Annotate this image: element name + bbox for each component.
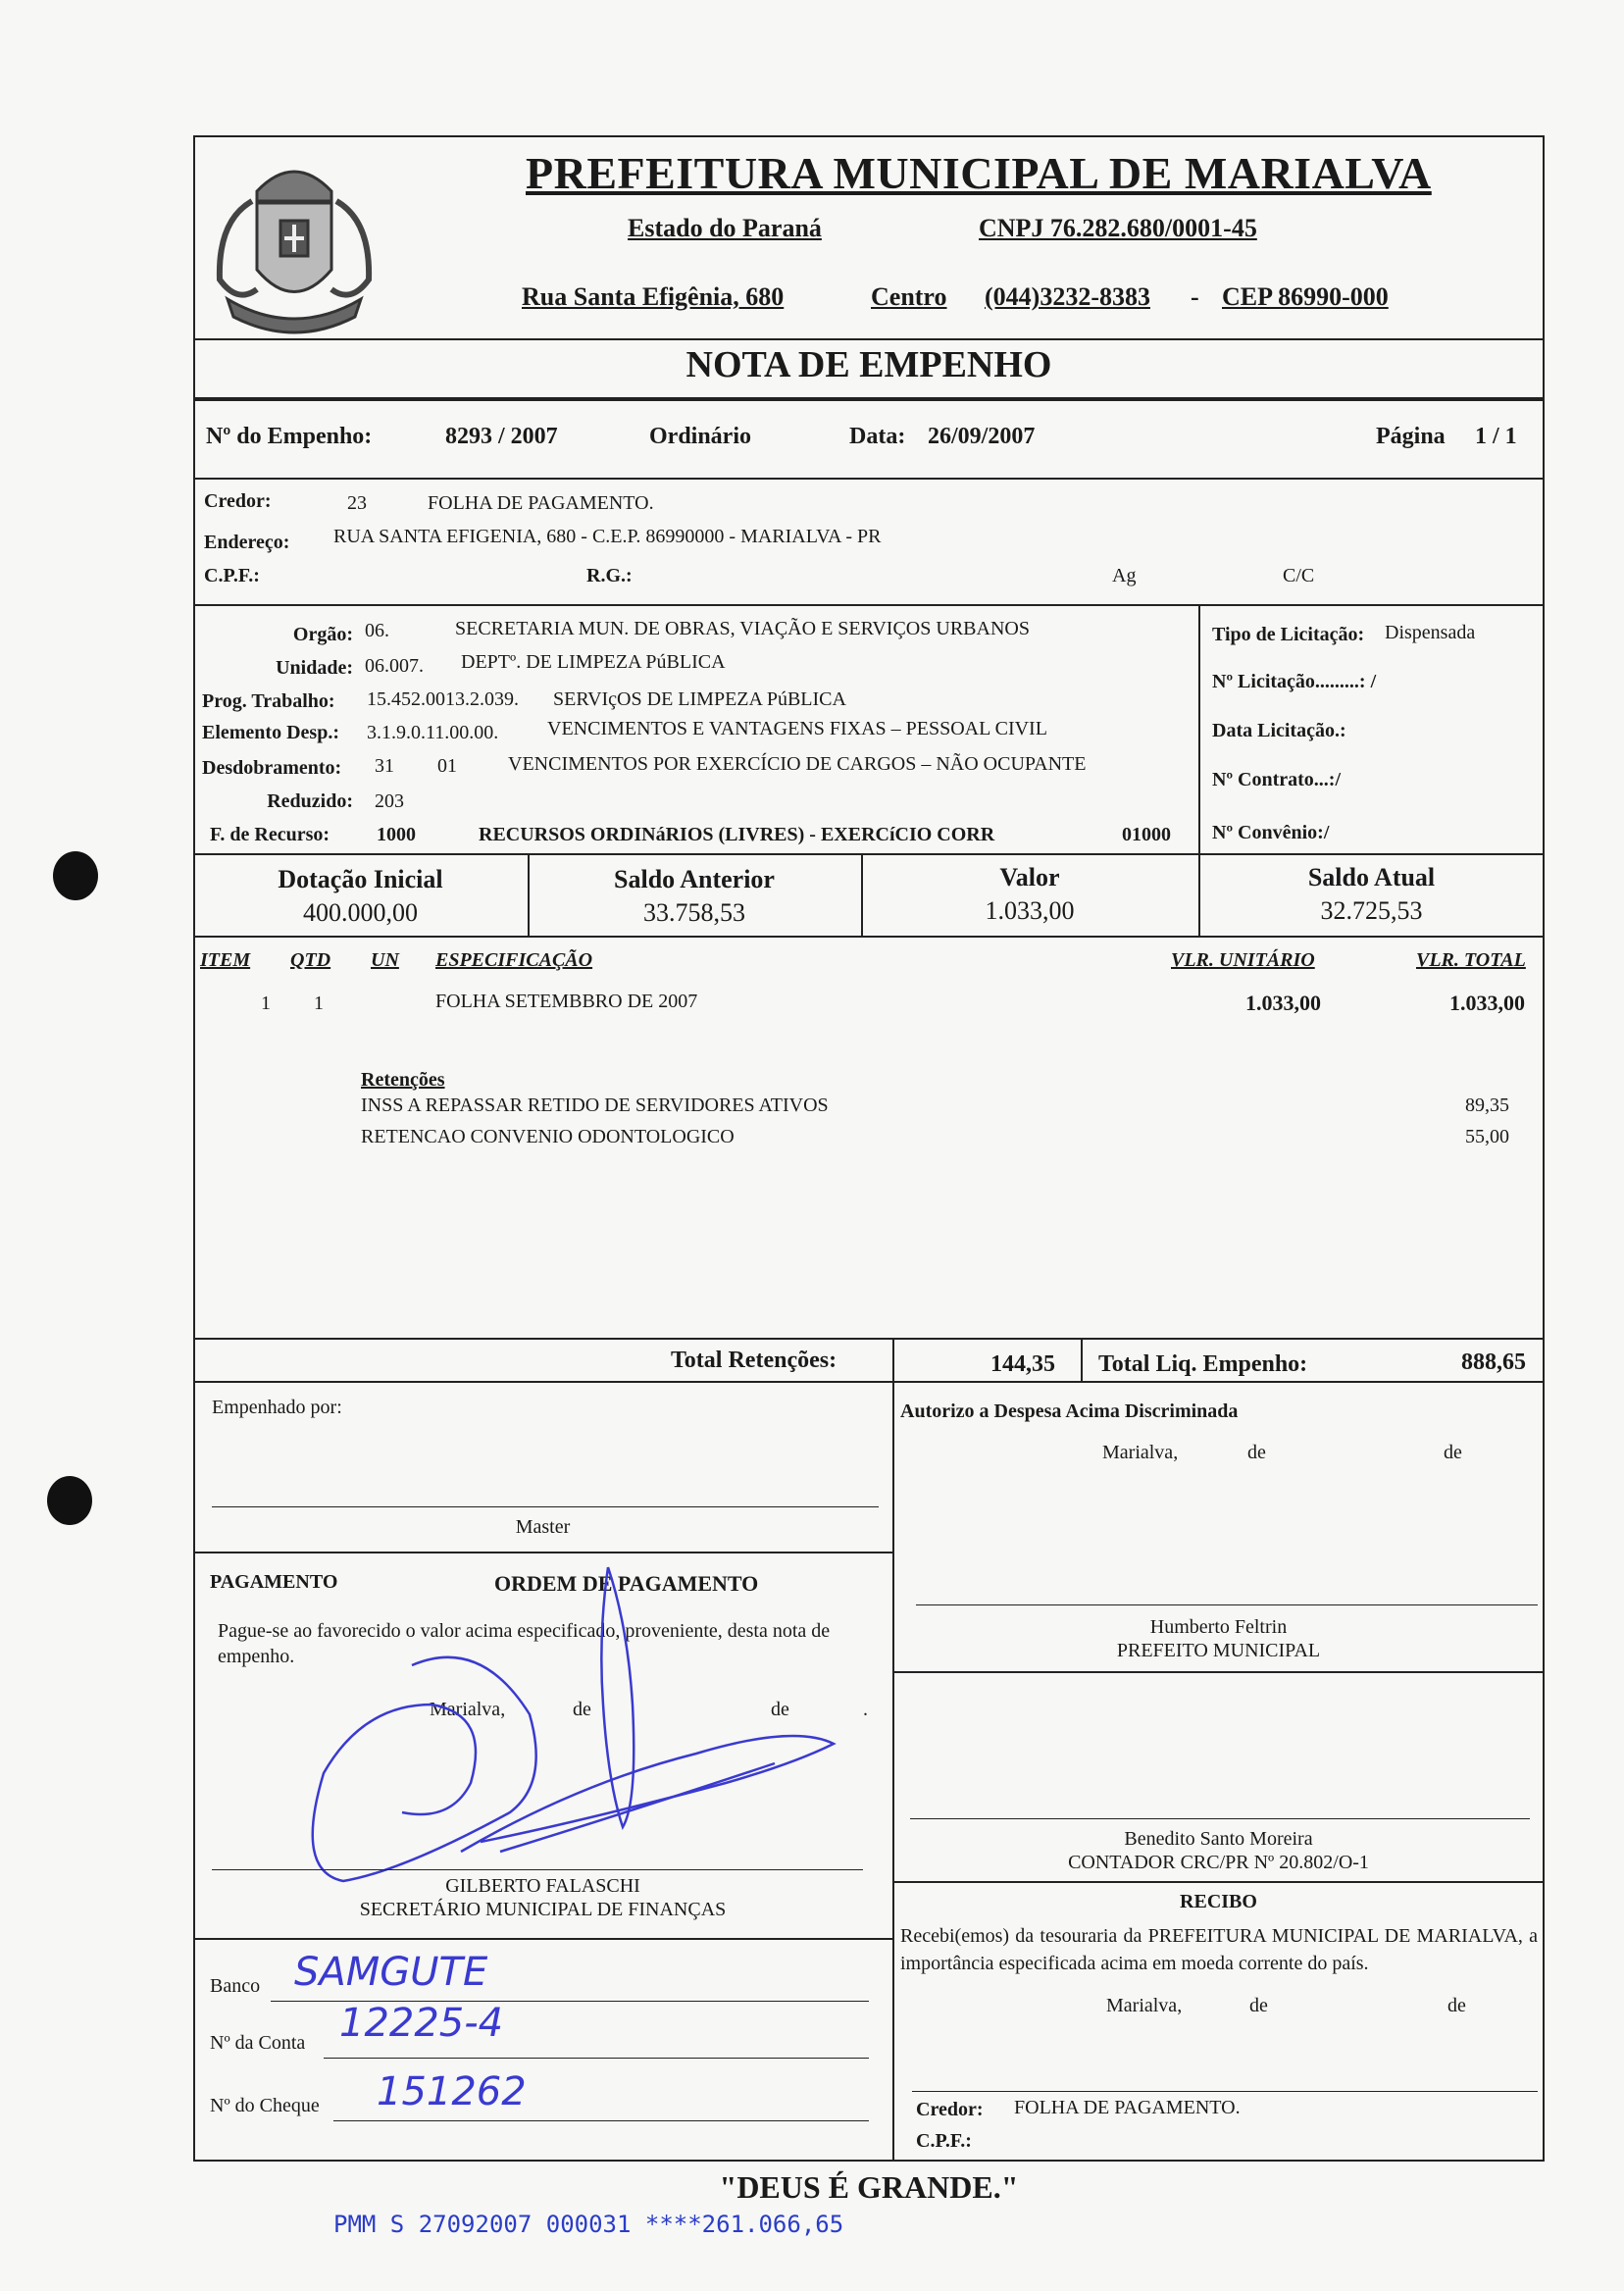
desdobramento-code: 31 <box>375 755 394 777</box>
retencao-desc: RETENCAO CONVENIO ODONTOLOGICO <box>361 1126 735 1147</box>
recibo-credor-value: FOLHA DE PAGAMENTO. <box>1014 2097 1241 2118</box>
contador-name: Benedito Santo Moreira <box>1124 1828 1313 1850</box>
reduzido-value: 203 <box>375 790 404 812</box>
document-title: NOTA DE EMPENHO <box>685 344 1052 385</box>
marialva-date-label: Marialva, <box>430 1699 506 1720</box>
saldo-anterior-value: 33.758,53 <box>643 898 745 927</box>
contador-role: CONTADOR CRC/PR Nº 20.802/O-1 <box>1068 1852 1369 1873</box>
rg-label: R.G.: <box>586 565 633 586</box>
credor-code: 23 <box>347 492 367 514</box>
col-vlr-total: VLR. TOTAL <box>1416 949 1526 971</box>
recurso-label: F. de Recurso: <box>210 824 330 845</box>
divider <box>193 1381 1545 1383</box>
recurso-code2: 01000 <box>1122 824 1171 845</box>
unidade-label: Unidade: <box>276 657 353 679</box>
punch-hole-top <box>53 851 98 900</box>
desdobramento-desc: VENCIMENTOS POR EXERCÍCIO DE CARGOS – NÃO OCUPANTE <box>508 753 1087 775</box>
banco-label: Banco <box>210 1975 261 1997</box>
divider <box>912 2091 1538 2092</box>
divider <box>333 2120 869 2121</box>
item-total-value: 1.033,00 <box>1449 991 1525 1015</box>
prog-desc: SERVIçOS DE LIMPEZA PúBLICA <box>553 688 846 710</box>
cheque-label: Nº do Cheque <box>210 2095 320 2116</box>
date-de-1: de <box>1249 1995 1268 2016</box>
retencoes-title: Retenções <box>361 1069 445 1091</box>
item-spec: FOLHA SETEMBBRO DE 2007 <box>435 991 698 1012</box>
saldo-atual-value: 32.725,53 <box>1320 896 1423 925</box>
valor-value: 1.033,00 <box>985 896 1075 925</box>
total-retencoes-label: Total Retenções: <box>671 1348 837 1373</box>
credor-name: FOLHA DE PAGAMENTO. <box>428 492 654 514</box>
valor-label: Valor <box>999 863 1060 891</box>
elemento-label: Elemento Desp.: <box>202 722 339 743</box>
phone: (044)3232-8383 <box>985 282 1150 311</box>
divider <box>892 1671 1545 1673</box>
empenho-label: Nº do Empenho: <box>206 424 373 449</box>
recibo-credor-label: Credor: <box>916 2099 984 2120</box>
orgao-label: Orgão: <box>292 624 353 645</box>
cnpj: CNPJ 76.282.680/0001-45 <box>979 214 1257 242</box>
divider <box>193 604 1545 606</box>
cep: CEP 86990-000 <box>1222 282 1389 311</box>
divider <box>212 1869 863 1870</box>
autorizo-label: Autorizo a Despesa Acima Discriminada <box>900 1400 1239 1422</box>
divider <box>1198 604 1200 853</box>
prog-label: Prog. Trabalho: <box>202 690 335 712</box>
conta-label: Nº da Conta <box>210 2032 306 2054</box>
retencao-desc: INSS A REPASSAR RETIDO DE SERVIDORES ATIVOS <box>361 1095 829 1116</box>
divider <box>193 397 1545 401</box>
col-vlr-unitario: VLR. UNITÁRIO <box>1171 949 1315 971</box>
district: Centro <box>871 282 947 311</box>
banco-value: SAMGUTE <box>294 1950 488 1995</box>
date-dot: . <box>863 1699 868 1720</box>
credor-label: Credor: <box>204 490 272 512</box>
master-label: Master <box>515 1516 571 1538</box>
punch-hole-bottom <box>47 1476 92 1525</box>
marialva-date-label: Marialva, <box>1106 1995 1183 2016</box>
desdobramento-sub: 01 <box>437 755 457 777</box>
endereco-value: RUA SANTA EFIGENIA, 680 - C.E.P. 86990000 - MARIALVA - PR <box>333 526 882 547</box>
date-value: 26/09/2007 <box>928 424 1036 449</box>
col-item: ITEM <box>200 949 251 971</box>
divider <box>193 853 1545 855</box>
divider <box>892 1338 894 1381</box>
divider <box>193 1338 1545 1340</box>
secretario-role: SECRETÁRIO MUNICIPAL DE FINANÇAS <box>359 1899 727 1920</box>
retencao-value: 55,00 <box>1465 1126 1509 1147</box>
data-licitacao: Data Licitação.: <box>1212 720 1346 741</box>
address: Rua Santa Efigênia, 680 <box>522 282 785 311</box>
orgao-code: 06. <box>365 620 389 641</box>
marialva-coat-of-arms-logo <box>198 142 390 338</box>
pague-text: Pague-se ao favorecido o valor acima especificado, proveniente, desta nota de empenho. <box>218 1620 831 1667</box>
date-label: Data: <box>849 424 906 449</box>
bank-stamp: PMM S 27092007 000031 ****261.066,65 <box>333 2211 844 2238</box>
total-liquido-label: Total Liq. Empenho: <box>1098 1351 1308 1377</box>
divider <box>910 1818 1530 1819</box>
recibo-cpf-label: C.P.F.: <box>916 2130 972 2152</box>
divider <box>193 1938 892 1940</box>
pagamento-title: PAGAMENTO <box>210 1571 338 1593</box>
elemento-code: 3.1.9.0.11.00.00. <box>367 722 499 743</box>
saldo-anterior-label: Saldo Anterior <box>614 865 775 893</box>
col-un: UN <box>371 949 399 971</box>
empenho-type: Ordinário <box>649 424 752 449</box>
empenhado-por-label: Empenhado por: <box>212 1397 342 1418</box>
col-especificacao: ESPECIFICAÇÃO <box>435 949 593 971</box>
divider <box>892 1381 894 2162</box>
recibo-text: Recebi(emos) da tesouraria da PREFEITURA MUNICIPAL DE MARIALVA, a importância especificada acima em moeda corrente do país. <box>900 1925 1538 1974</box>
col-qtd: QTD <box>290 949 331 971</box>
conta-value: 12225-4 <box>339 2001 504 2046</box>
secretario-name: GILBERTO FALASCHI <box>445 1875 640 1897</box>
empenho-number: 8293 / 2007 <box>445 424 558 449</box>
page-title: PREFEITURA MUNICIPAL DE MARIALVA <box>526 148 1432 198</box>
divider <box>212 1506 879 1507</box>
date-de-2: de <box>771 1699 789 1720</box>
page-number: 1 / 1 <box>1475 424 1517 449</box>
num-licitacao: Nº Licitação.........: / <box>1212 671 1377 692</box>
num-convenio: Nº Convênio:/ <box>1212 822 1330 843</box>
date-de-2: de <box>1447 1995 1466 2016</box>
desdobramento-label: Desdobramento: <box>202 757 342 779</box>
total-liquido-value: 888,65 <box>1461 1349 1526 1375</box>
ag-label: Ag <box>1112 565 1137 586</box>
cheque-value: 151262 <box>377 2069 527 2114</box>
item-number: 1 <box>261 993 271 1014</box>
num-contrato: Nº Contrato...:/ <box>1212 769 1342 790</box>
retencao-value: 89,35 <box>1465 1095 1509 1116</box>
reduzido-label: Reduzido: <box>267 790 353 812</box>
endereco-label: Endereço: <box>204 532 290 553</box>
page-label: Página <box>1376 424 1446 449</box>
divider <box>193 478 1545 480</box>
unidade-code: 06.007. <box>365 655 424 677</box>
cpf-label: C.P.F.: <box>204 565 260 586</box>
tipo-licitacao-label: Tipo de Licitação: <box>1212 624 1365 645</box>
unidade-desc: DEPTº. DE LIMPEZA PúBLICA <box>461 651 726 673</box>
footer-motto: "DEUS É GRANDE." <box>719 2169 1019 2205</box>
orgao-desc: SECRETARIA MUN. DE OBRAS, VIAÇÃO E SERVIÇOS URBANOS <box>455 618 1030 639</box>
date-de-1: de <box>573 1699 591 1720</box>
tipo-licitacao-value: Dispensada <box>1385 622 1476 643</box>
item-unit-value: 1.033,00 <box>1245 991 1321 1015</box>
divider <box>1081 1338 1083 1381</box>
dotacao-value: 400.000,00 <box>303 898 418 927</box>
prog-code: 15.452.0013.2.039. <box>367 688 519 710</box>
prefeito-name: Humberto Feltrin <box>1149 1616 1288 1638</box>
separator: - <box>1191 282 1199 311</box>
state-name: Estado do Paraná <box>628 214 822 242</box>
ordem-pagamento-title: ORDEM DE PAGAMENTO <box>494 1571 759 1596</box>
saldo-atual-label: Saldo Atual <box>1307 863 1436 891</box>
divider <box>892 1881 1545 1883</box>
divider <box>916 1604 1538 1605</box>
elemento-desc: VENCIMENTOS E VANTAGENS FIXAS – PESSOAL CIVIL <box>547 718 1047 739</box>
total-retencoes-value: 144,35 <box>990 1351 1055 1377</box>
recurso-desc: RECURSOS ORDINáRIOS (LIVRES) - EXERCíCIO CORR <box>479 824 995 845</box>
dotacao-label: Dotação Inicial <box>278 865 443 893</box>
prefeito-role: PREFEITO MUNICIPAL <box>1116 1640 1321 1661</box>
divider <box>193 936 1545 938</box>
recibo-title: RECIBO <box>1180 1891 1257 1912</box>
marialva-date-label: Marialva, <box>1102 1442 1179 1463</box>
cc-label: C/C <box>1283 565 1315 586</box>
divider <box>193 338 1545 340</box>
divider <box>193 1552 892 1553</box>
item-qtd: 1 <box>314 993 324 1014</box>
date-de-2: de <box>1444 1442 1462 1463</box>
divider <box>324 2058 869 2059</box>
date-de-1: de <box>1247 1442 1266 1463</box>
recurso-code: 1000 <box>377 824 416 845</box>
